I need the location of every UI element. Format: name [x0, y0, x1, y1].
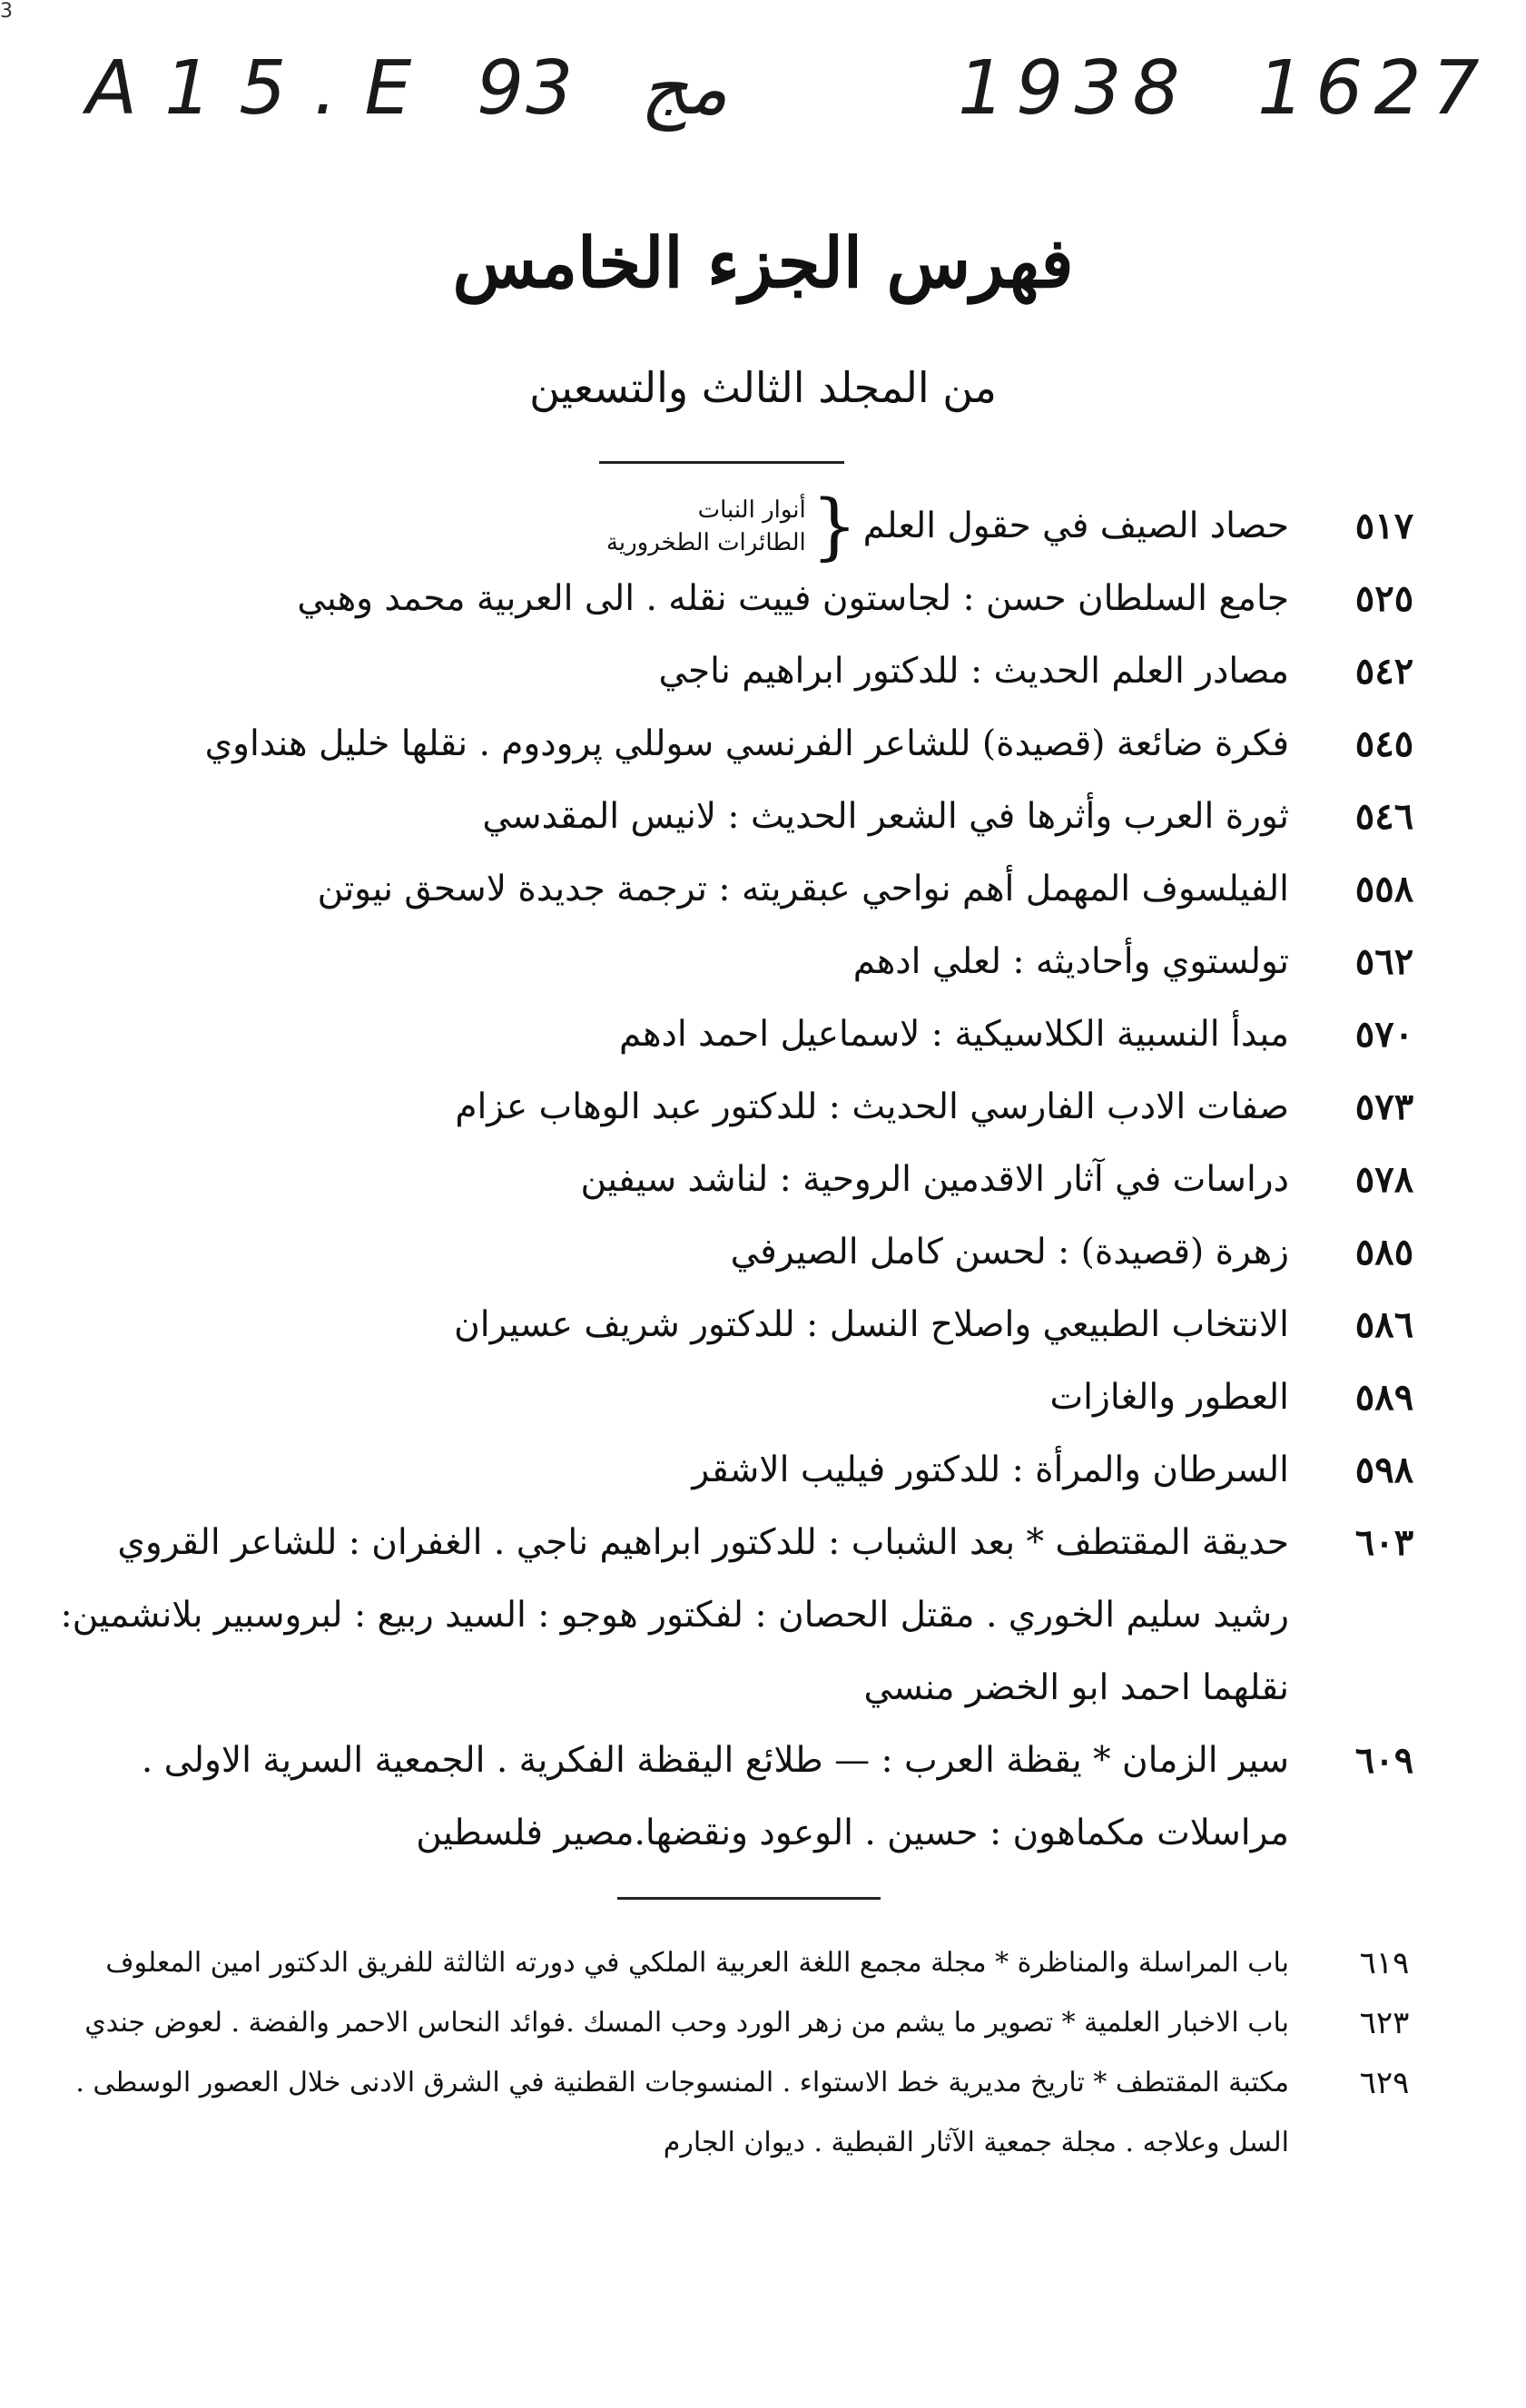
entry-text: العطور والغازات [1049, 1377, 1289, 1418]
entry-title: حصاد الصيف في حقول العلم [862, 506, 1289, 546]
toc-entry [45, 484, 1462, 568]
entry-text: الفيلسوف المهمل أهم نواحي عبقريته : ترجمة جديدة لاسحق نيوتن [317, 869, 1289, 909]
entry-text: مكتبة المقتطف * تاريخ مديرية خط الاستواء . المنسوجات القطنية في الشرق الادنى خلال العصور الوسطى . السل وعلاجه . مجلة جمعية الآثار القبطية . ديوان الجارم [75, 2067, 1289, 2158]
toc-entry [45, 926, 1462, 998]
corner-mark: 3 [0, 0, 13, 23]
page-number: ٥٨٦ [1354, 1303, 1414, 1346]
toc-entry [45, 1434, 1462, 1507]
page-number: ٥٧٠ [1354, 1013, 1414, 1056]
entry-text: مصادر العلم الحديث : للدكتور ابراهيم ناجي [658, 651, 1289, 692]
brace-icon: { [811, 484, 858, 568]
entry-text: فكرة ضائعة (قصيدة) للشاعر الفرنسي سوللي پرودوم . نقلها خليل هنداوي [204, 723, 1289, 764]
entry-text: صفات الادب الفارسي الحديث : للدكتور عبد الوهاب عزام [455, 1086, 1289, 1127]
toc-entry [45, 563, 1462, 635]
handwritten-year: 1938 [958, 45, 1191, 132]
entry-text: مبدأ النسبية الكلاسيكية : لاسماعيل احمد ادهم [618, 1014, 1289, 1055]
page-number: ٥٤٢ [1354, 650, 1414, 693]
handwritten-code: A15.E [86, 45, 439, 132]
divider-top [599, 461, 844, 464]
entry-subitem: الطائرات الطخرورية [605, 529, 806, 556]
toc-entry [45, 708, 1462, 781]
page-number: ٦٠٣ [1354, 1521, 1414, 1564]
entry-text: الانتخاب الطبيعي واصلاح النسل : للدكتور شريف عسيران [454, 1304, 1289, 1345]
toc-entry [45, 1289, 1462, 1361]
toc-entry [45, 1507, 1462, 1725]
page-subtitle: من المجلد الثالث والتسعين [529, 363, 997, 412]
entry-text: باب الاخبار العلمية * تصوير ما يشم من زهر الورد وحب المسك .فوائد النحاس الاحمر والفضة . لعوض جندي [84, 2007, 1289, 2039]
page-number: ٥١٧ [1354, 505, 1414, 547]
page-number: ٥٢٥ [1354, 577, 1414, 620]
entry-text: سير الزمان * يقظة العرب : — طلائع اليقظة الفكرية . الجمعية السرية الاولى . مراسلات مكماهون : حسين . الوعود ونقضها.مصير فلسطين [141, 1740, 1289, 1853]
page-number: ٥٥٨ [1354, 868, 1414, 910]
handwritten-id: 1627 [1257, 45, 1491, 132]
toc-entry [45, 998, 1462, 1071]
page-number: ٥٤٥ [1354, 722, 1414, 765]
handwritten-number: 93 [477, 45, 576, 132]
divider-middle [617, 1897, 881, 1900]
page-number: ٥٨٩ [1354, 1376, 1414, 1419]
toc-entry [45, 1144, 1462, 1216]
page-number: ٥٦٢ [1354, 940, 1414, 983]
toc-entry [45, 853, 1462, 926]
page-number: ٦٢٣ [1359, 2005, 1410, 2041]
toc-entry [45, 781, 1462, 853]
page-number: ٥٩٨ [1354, 1449, 1414, 1491]
entry-text: جامع السلطان حسن : لجاستون فييت نقله . الى العربية محمد وهبي [297, 578, 1289, 619]
entry-text: حديقة المقتطف * بعد الشباب : للدكتور ابراهيم ناجي . الغفران : للشاعر القروي رشيد سليم الخوري . مقتل الحصان : لفكتور هوجو : السيد ربيع : لبروسبير بلانشمين: نقلهما احمد ابو الخضر منسي [60, 1522, 1289, 1708]
toc-section-entry [45, 1933, 1462, 1993]
page-title: فهرس الجزء الخامس [452, 222, 1074, 303]
toc-section-entry [45, 1993, 1462, 2053]
entry-text: السرطان والمرأة : للدكتور فيليب الاشقر [692, 1450, 1289, 1490]
page-number: ٥٧٨ [1354, 1158, 1414, 1201]
toc-list [45, 484, 1462, 1870]
toc-entry [45, 635, 1462, 708]
entry-subitem: أنوار النبات [697, 496, 806, 524]
toc-entry [45, 1725, 1462, 1870]
page-number: ٥٨٥ [1354, 1231, 1414, 1273]
entry-text: زهرة (قصيدة) : لحسن كامل الصيرفي [730, 1232, 1289, 1273]
toc-section-entry [45, 2053, 1462, 2173]
entry-text: دراسات في آثار الاقدمين الروحية : لناشد سيفين [580, 1159, 1289, 1200]
entry-text: باب المراسلة والمناظرة * مجلة مجمع اللغة العربية الملكي في دورته الثالثة للفريق الدكتور امين المعلوف [105, 1947, 1289, 1979]
handwritten-abbr: مج [640, 45, 728, 132]
page-number: ٥٧٣ [1354, 1086, 1414, 1128]
entry-text: تولستوي وأحاديثه : لعلي ادهم [852, 941, 1289, 982]
page-number: ٥٤٦ [1354, 795, 1414, 838]
page-number: ٦١٩ [1359, 1945, 1410, 1981]
page-number: ٦٢٩ [1359, 2065, 1410, 2101]
entry-text [45, 484, 1307, 568]
toc-entry [45, 1071, 1462, 1144]
toc-entry [45, 1361, 1462, 1434]
entry-subitems [606, 494, 806, 559]
handwritten-catalog-note [86, 45, 1502, 154]
toc-entry [45, 1216, 1462, 1289]
page-number: ٦٠٩ [1354, 1739, 1414, 1782]
entry-text: ثورة العرب وأثرها في الشعر الحديث : لانيس المقدسي [482, 796, 1289, 837]
toc-sections-list [45, 1933, 1462, 2173]
